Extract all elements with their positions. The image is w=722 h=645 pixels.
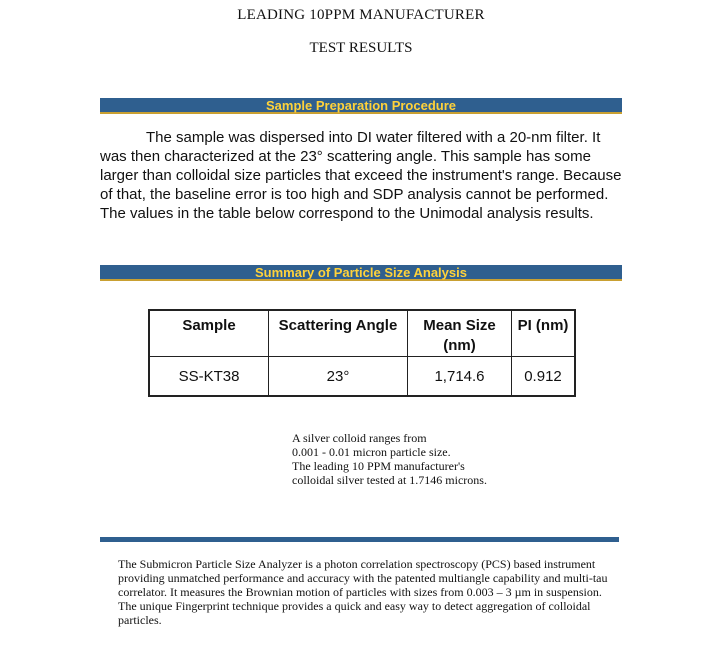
- colloid-note: [292, 431, 487, 487]
- cell-sample: SS-KT38: [149, 357, 269, 397]
- instrument-description: The Submicron Particle Size Analyzer is a photon correlation spectroscopy (PCS) based instrument providing unmatched performance and accuracy with the patented multiangle capability and multi-tau correlator. It measures the Brownian motion of particles with sizes from 0.003 – 3 µm in suspension. The unique Fingerprint technique provides a quick and easy way to detect aggregation of colloidal particles.: [118, 557, 608, 627]
- note-line: A silver colloid ranges from: [292, 431, 427, 445]
- section-header-bar-summary: [100, 265, 622, 281]
- footer-divider: [100, 537, 619, 542]
- column-header-mean-size: Mean Size (nm): [408, 310, 512, 357]
- document-title: LEADING 10PPM MANUFACTURER: [237, 7, 485, 23]
- table-header-row: [149, 310, 575, 357]
- preparation-text: The sample was dispersed into DI water filtered with a 20-nm filter. It was then characterized at the 23° scattering angle. This sample has some larger than colloidal size particles that exceed the instrument's range. Because of that, the baseline error is too high and SDP analysis cannot be performed. The values in the table below correspond to the Unimodal analysis results.: [100, 129, 622, 222]
- column-header-sample: Sample: [149, 310, 269, 357]
- table-row: [149, 357, 575, 397]
- section-heading-preparation: Sample Preparation Procedure: [265, 98, 456, 113]
- section-header-bar-preparation: [100, 98, 622, 114]
- cell-pi: 0.912: [512, 357, 576, 397]
- cell-mean-size: 1,714.6: [408, 357, 512, 397]
- note-line: 0.001 - 0.01 micron particle size.: [292, 445, 451, 459]
- particle-size-table: [148, 309, 576, 397]
- preparation-paragraph: [100, 128, 622, 223]
- note-line: colloidal silver tested at 1.7146 microns.: [292, 473, 487, 487]
- column-header-scattering-angle: Scattering Angle: [269, 310, 408, 357]
- cell-scattering-angle: 23°: [269, 357, 408, 397]
- note-line: The leading 10 PPM manufacturer's: [292, 459, 465, 473]
- document-subtitle: TEST RESULTS: [309, 40, 413, 56]
- column-header-pi: PI (nm): [512, 310, 576, 357]
- section-heading-summary: Summary of Particle Size Analysis: [255, 265, 467, 280]
